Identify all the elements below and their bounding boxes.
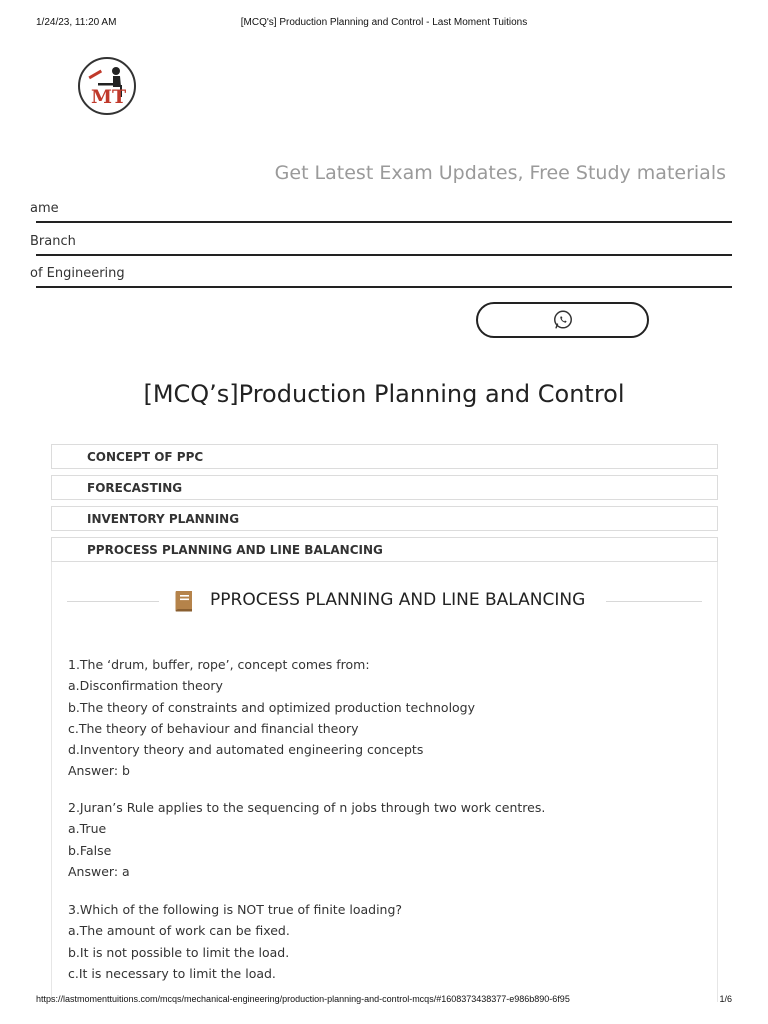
- branch-field-label: Branch: [30, 234, 76, 249]
- mcq-item: [68, 899, 402, 984]
- print-page-title: [MCQ's] Production Planning and Control - Last Moment Tuitions: [240, 17, 528, 28]
- page-title: [MCQ’s]Production Planning and Control: [143, 380, 625, 408]
- divider-left: [67, 601, 159, 602]
- book-icon: [171, 589, 197, 613]
- option: a.Disconfirmation theory: [68, 678, 223, 694]
- accordion-label: PPROCESS PLANNING AND LINE BALANCING: [87, 543, 383, 557]
- accordion-label: CONCEPT OF PPC: [87, 450, 204, 464]
- accordion-label: INVENTORY PLANNING: [87, 512, 240, 526]
- whatsapp-button[interactable]: [476, 302, 649, 338]
- question-text: 3.Which of the following is NOT true of finite loading?: [68, 902, 403, 917]
- question-text: 2.Juran’s Rule applies to the sequencing of n jobs through two work centres.: [68, 800, 546, 815]
- print-page-number: 1/6: [719, 994, 732, 1004]
- accordion-inventory-planning[interactable]: [51, 506, 718, 531]
- option: c.The theory of behaviour and financial theory: [68, 720, 359, 736]
- print-header: [0, 17, 768, 31]
- option: b.The theory of constraints and optimized production technology: [68, 699, 476, 715]
- whatsapp-icon: [552, 309, 574, 331]
- mcq-item: [68, 797, 545, 882]
- mcq-item: [68, 654, 475, 782]
- option: b.False: [68, 842, 112, 858]
- name-field-label: ame: [30, 201, 59, 216]
- option: d.Inventory theory and automated engineering concepts: [68, 742, 424, 758]
- print-footer: [0, 994, 768, 1008]
- print-datetime: 1/24/23, 11:20 AM: [36, 17, 117, 28]
- branch-field[interactable]: [30, 230, 732, 256]
- option: a.The amount of work can be fixed.: [68, 923, 290, 939]
- section-heading: [67, 588, 702, 614]
- answer: Answer: a: [68, 863, 130, 879]
- lmt-logo-icon[interactable]: [78, 57, 136, 115]
- option: c.It is necessary to limit the load.: [68, 965, 276, 981]
- name-field[interactable]: [30, 197, 732, 223]
- option: a.True: [68, 821, 107, 837]
- option: b.It is not possible to limit the load.: [68, 944, 290, 960]
- accordion-label: FORECASTING: [87, 481, 183, 495]
- print-url: https://lastmomenttuitions.com/mcqs/mechanical-engineering/production-planning-and-control-mcqs/#1608373438377-e986b890-6f95: [36, 994, 570, 1004]
- tagline: Get Latest Exam Updates, Free Study materials: [274, 162, 726, 184]
- college-field[interactable]: [30, 262, 732, 288]
- accordion-concept-of-ppc[interactable]: [51, 444, 718, 469]
- logo-text: MT: [91, 86, 127, 108]
- question-text: 1.The ‘drum, buffer, rope’, concept comes from:: [68, 657, 370, 672]
- section-title: PPROCESS PLANNING AND LINE BALANCING: [210, 590, 586, 610]
- college-field-label: of Engineering: [30, 266, 125, 281]
- accordion-forecasting[interactable]: [51, 475, 718, 500]
- answer: Answer: b: [68, 763, 130, 779]
- divider-right: [606, 601, 702, 602]
- accordion-process-planning[interactable]: [51, 537, 718, 562]
